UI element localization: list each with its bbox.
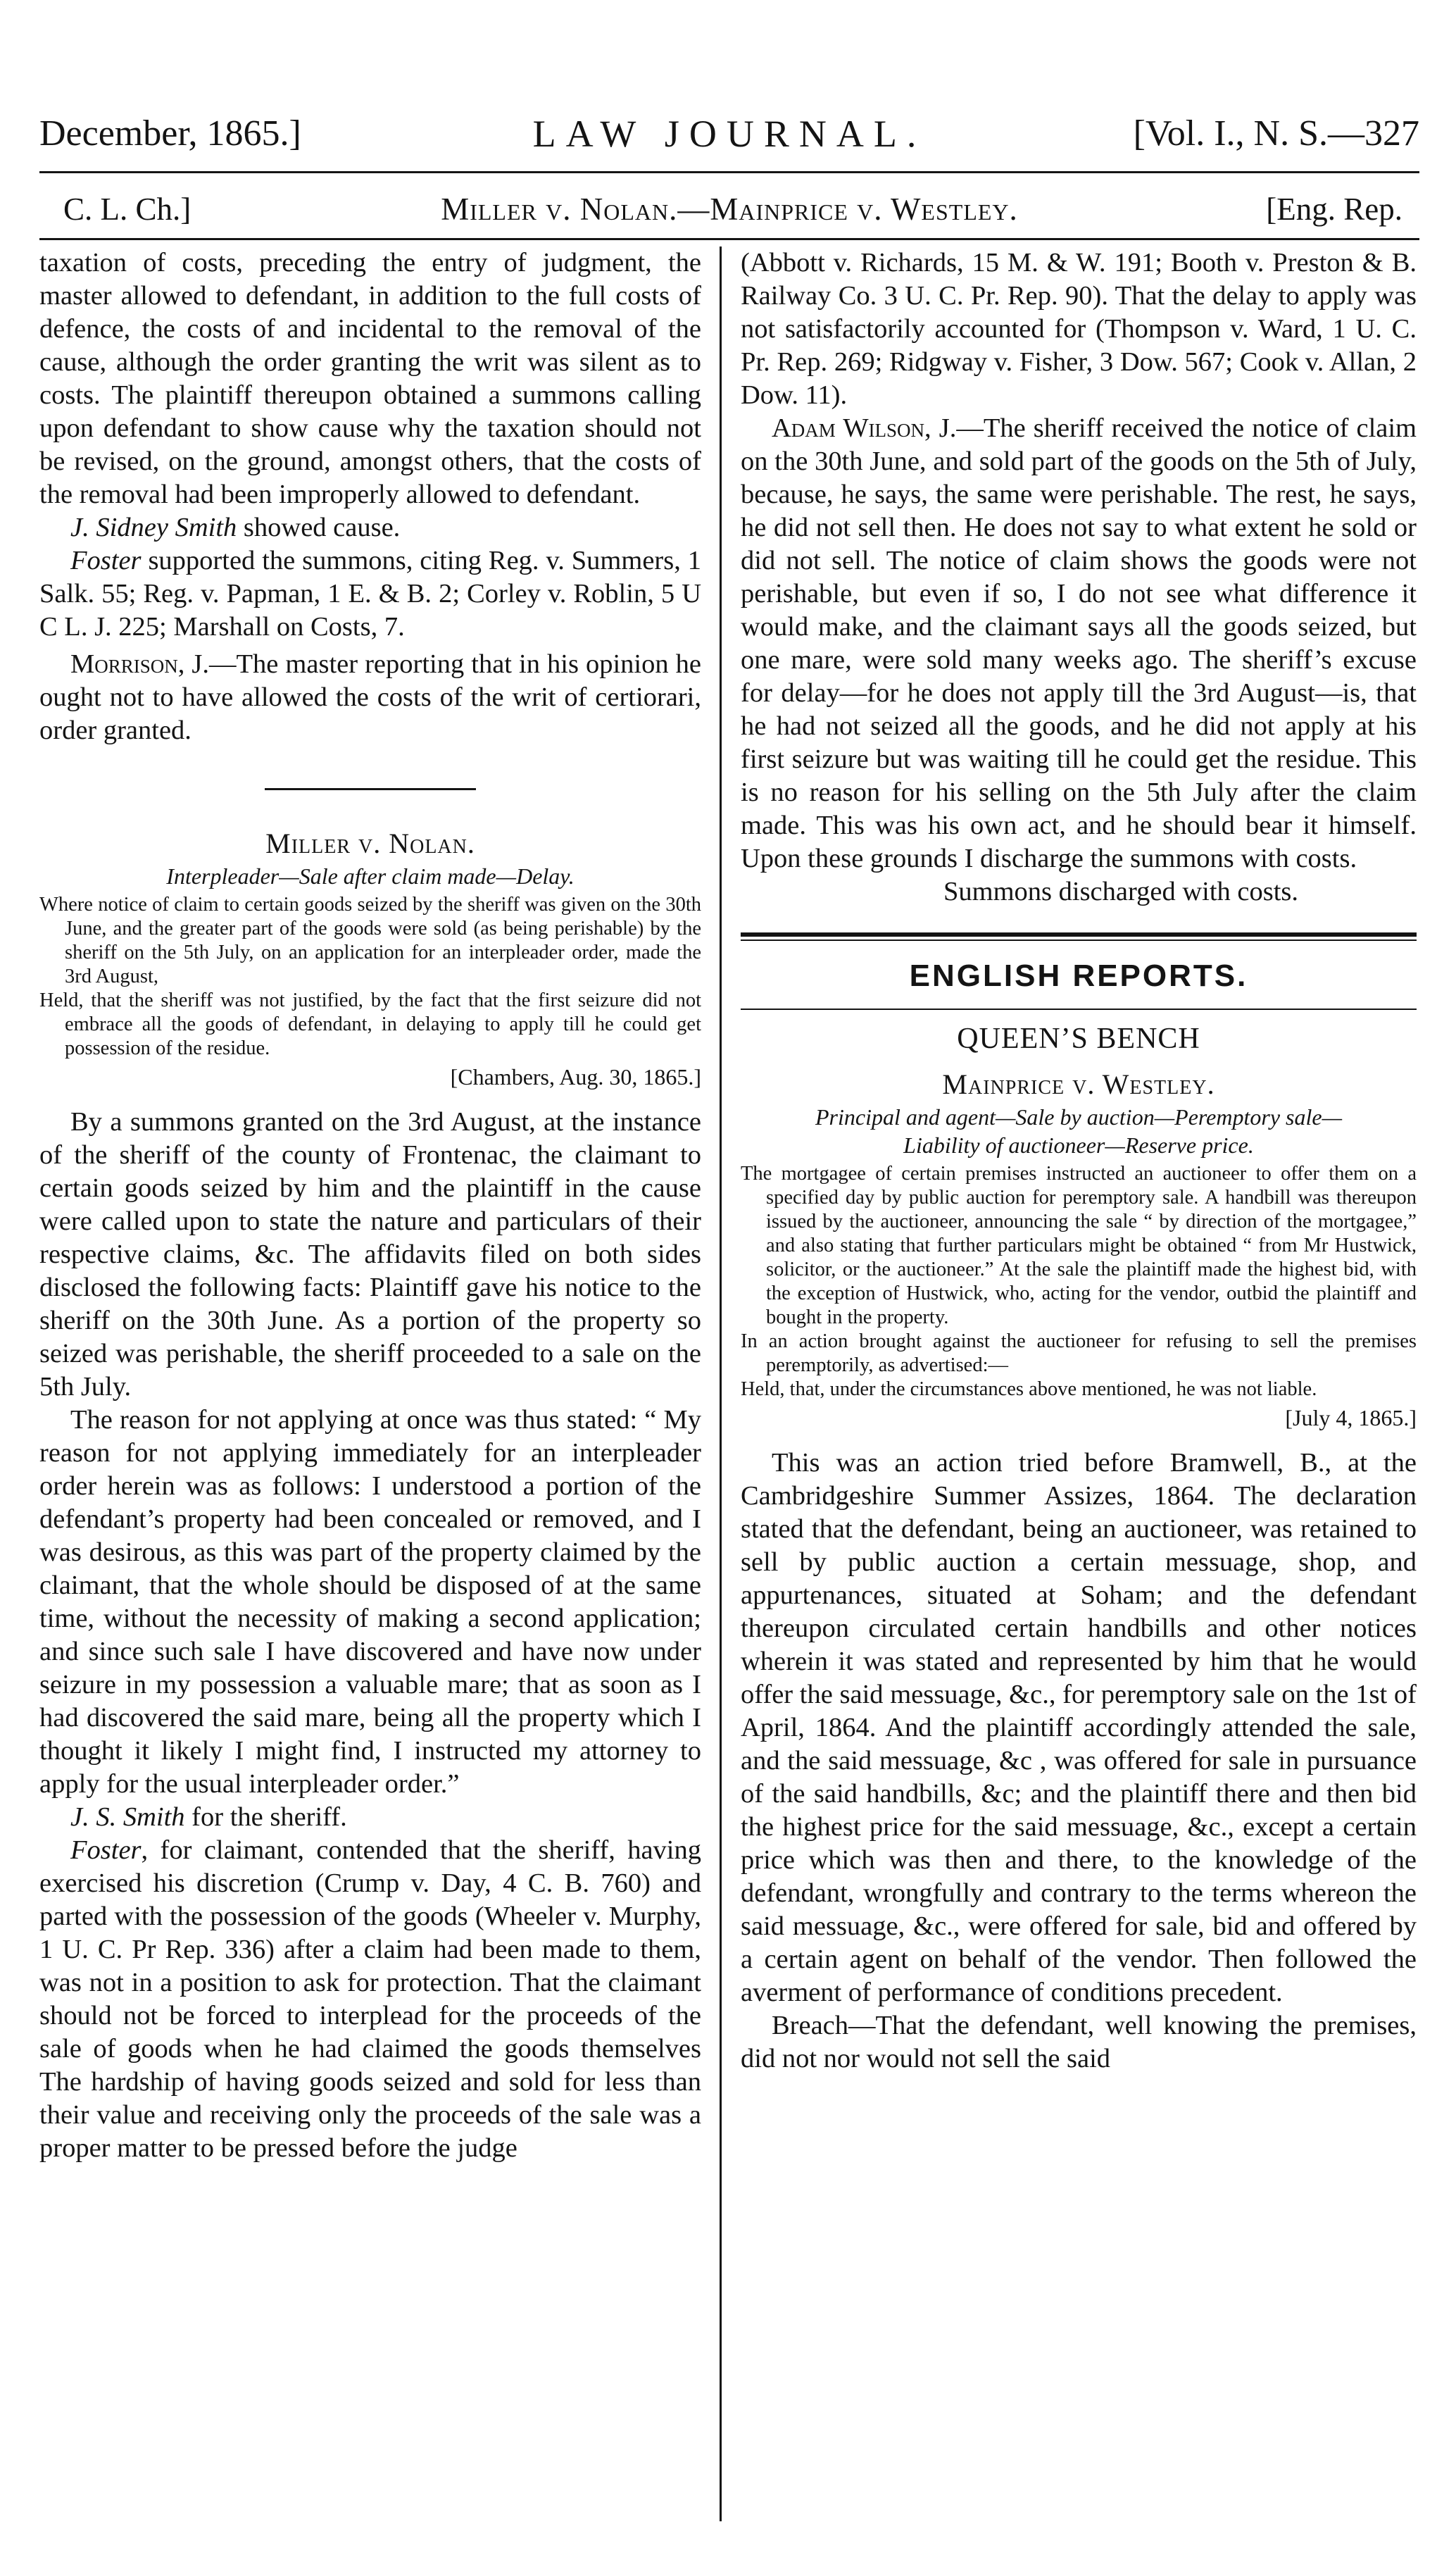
section-subhead [39, 186, 1419, 232]
order-line: Summons discharged with costs. [943, 877, 1299, 906]
column-divider [720, 246, 722, 2521]
headnote [741, 1162, 1417, 1402]
case-catchwords: Principal and agent—Sale by auction—Peremptory sale— [815, 1104, 1343, 1130]
counsel-name: J. S. Smith [70, 1802, 185, 1832]
paragraph: Foster supported the summons, citing Reg. v. Summers, 1 Salk. 55; Reg. v. Papman, 1 E. & B. 2; Corley v. Roblin, 5 U C L. J. 225; Marshall on Costs, 7. [39, 546, 701, 642]
section-rule [741, 1009, 1417, 1010]
case-title: Mainprice v. Westley. [942, 1068, 1215, 1100]
counsel-name: Foster [70, 1835, 142, 1865]
paragraph: By a summons granted on the 3rd August, at the instance of the sheriff of the county of Frontenac, the claimant to certain goods seized by him and the plaintiff in the cause were called upon to state the nature and particulars of their respective claims, &c. The affidavits filed on both sides disclosed the following facts: Plaintiff gave his notice to the sheriff on the 30th June. As a portion of the property so seized was perishable, the sheriff proceeded to a sale on the 5th July. [39, 1107, 701, 1402]
paragraph: J. Sidney Smith showed cause. [70, 513, 401, 542]
headnote [39, 893, 701, 1061]
paragraph: (Abbott v. Richards, 15 M. & W. 191; Booth v. Preston & B. Railway Co. 3 U. C. Pr. Rep. 90). That the delay to apply was not satisfactorily accounted for (Thompson v. Ward, 1 U. C. Pr. Rep. 269; Ridgway v. Fisher, 3 Dow. 567; Cook v. Allan, 2 Dow. 11). [741, 248, 1417, 410]
paragraph: Foster, for claimant, contended that the sheriff, having exercised his discretion (Crump v. Day, 4 C. B. 760) and parted with the possession of the goods (Wheeler v. Murphy, 1 U. C. Pr Rep. 336) after a claim had been made to them, was not in a position to ask for protection. That the claimant should not be forced to interplead for the proceeds of the sale of goods when he had claimed the goods themselves The hardship of having goods seized and sold for less than their value and receiving only the proceeds of the sale was a proper matter to be pressed before the judge [39, 1835, 701, 2163]
headnote-paragraph: Held, that, under the circumstances above mentioned, he was not liable. [741, 1378, 1317, 1400]
judge-name: Morrison, J. [70, 649, 210, 679]
paragraph: J. S. Smith for the sheriff. [70, 1802, 347, 1832]
headnote-paragraph: Held, that the sheriff was not justified, by the fact that the first seizure did not embrace all the goods of defendant, in delaying to apply till he could get possession of the residue. [39, 990, 701, 1059]
paragraph: The reason for not applying at once was thus stated: “ My reason for not applying immediately for an interpleader order herein was as follows: I understood a portion of the defendant’s property had been concealed or removed, and I was desirous, as this was part of the property claimed by the claimant, that the whole should be disposed of at the same time, without the necessity of making a second application; and since such sale I have discovered and have now under seizure in my possession a valuable mare; that as soon as I had discovered the said mare, being all the property which I thought it likely I might find, I instructed my attorney to apply for the usual interpleader order.” [39, 1405, 701, 1799]
case-dateline: [Chambers, Aug. 30, 1865.] [450, 1064, 701, 1090]
header-rule [39, 171, 1419, 173]
case-title: Miller v. Nolan. [265, 828, 475, 859]
case-dateline: [July 4, 1865.] [1285, 1405, 1417, 1430]
court-title: QUEEN’S BENCH [957, 1023, 1200, 1055]
headnote-paragraph: In an action brought against the auctioneer for refusing to sell the premises peremptorily, as advertised:— [741, 1330, 1417, 1376]
report-series: [Eng. Rep. [1266, 192, 1402, 227]
issue-date: December, 1865.] [39, 113, 301, 154]
court-abbrev: C. L. Ch.] [63, 192, 192, 227]
judgment-paragraph: Adam Wilson, J.—The sheriff received the notice of claim on the 30th June, and sold part of the goods on the 5th of July, because, he says, the same were perishable. The rest, he says, he did not sell then. He does not say to what extent he sold or did not sell. The notice of claim shows the goods were not perishable, but even if so, I do not see what difference it would make, and the claimant says all the goods seized, but one mare, were sold many weeks ago. The sheriff’s excuse for delay—for he does not apply till the 3rd August—is, that he had not seized all the goods, and he did not apply at his first seizure but was waiting till he could get the residue. This is no reason for his selling on the 5th July after the claim made. This was his own act, and he should bear it himself. Upon these grounds I discharge the summons with costs. [741, 413, 1417, 873]
paragraph: Breach—That the defendant, well knowing the premises, did not nor would not sell the said [741, 2011, 1417, 2073]
paragraph: taxation of costs, preceding the entry of judgment, the master allowed to defendant, in addition to the full costs of defence, the costs of and incidental to the removal of the cause, although the order granting the writ was silent as to costs. The plaintiff thereupon obtained a summons calling upon defendant to show cause why the taxation should not be revised, on the ground, amongst others, that the costs of the removal had been improperly allowed to defendant. [39, 248, 701, 509]
double-rule [741, 932, 1417, 941]
journal-title: LAW JOURNAL. [532, 113, 927, 155]
right-column [741, 246, 1417, 2528]
volume-page-number: [Vol. I., N. S.—327 [1133, 113, 1419, 154]
case-names-head: Miller v. Nolan.—Mainprice v. Westley. [441, 192, 1018, 227]
running-head [39, 106, 1419, 162]
judge-name: Adam Wilson, J. [772, 413, 957, 443]
case-catchwords: Liability of auctioneer—Reserve price. [903, 1132, 1254, 1158]
paragraph: This was an action tried before Bramwell, B., at the Cambridgeshire Summer Assizes, 1864. The declaration stated that the defendant, being an auctioneer, was retained to sell by public auction a certain messuage, shop, and appurtenances, situated at Soham; and the defendant thereupon circulated certain handbills and other notices wherein it was stated and represented by him that he would offer the said messuage, &c., for peremptory sale on the 1st of April, 1864. And the plaintiff accordingly attended the sale, and the said messuage, &c , was offered for sale in pursuance of the said handbills, &c; and the plaintiff there and then bid the highest price for the said messuage, &c., except a certain price which was then and there, to the knowledge of the defendant, wrongfully and contrary to the terms whereon the said messuage, &c., were offered for sale, bid and offered by a certain agent on behalf of the vendor. Then followed the averment of performance of conditions precedent. [741, 1448, 1417, 2007]
counsel-name: Foster [70, 546, 142, 575]
left-column [39, 246, 701, 2528]
counsel-name: J. Sidney Smith [70, 513, 237, 542]
section-rule [265, 788, 476, 790]
subhead-rule [39, 238, 1419, 240]
section-heading: ENGLISH REPORTS. [909, 959, 1248, 993]
headnote-paragraph: Where notice of claim to certain goods seized by the sheriff was given on the 30th June, and the greater part of the goods were sold (as being perishable) by the sheriff on the 5th July, on an application for an interpleader order, made the 3rd August, [39, 894, 701, 987]
judgment-paragraph: Morrison, J.—The master reporting that in his opinion he ought not to have allowed the costs of the writ of certiorari, order granted. [39, 649, 701, 745]
headnote-paragraph: The mortgagee of certain premises instructed an auctioneer to offer them on a specified day by public auction for peremptory sale. A handbill was thereupon issued by the auctioneer, announcing the sale “ by direction of the mortgagee,” and also stating that further particulars might be obtained “ from Mr Hustwick, solicitor, or the auctioneer.” At the sale the plaintiff made the highest bid, with the exception of Hustwick, who, acting for the vendor, outbid the plaintiff and bought in the property. [741, 1163, 1417, 1328]
case-catchwords: Interpleader—Sale after claim made—Delay. [166, 863, 575, 889]
